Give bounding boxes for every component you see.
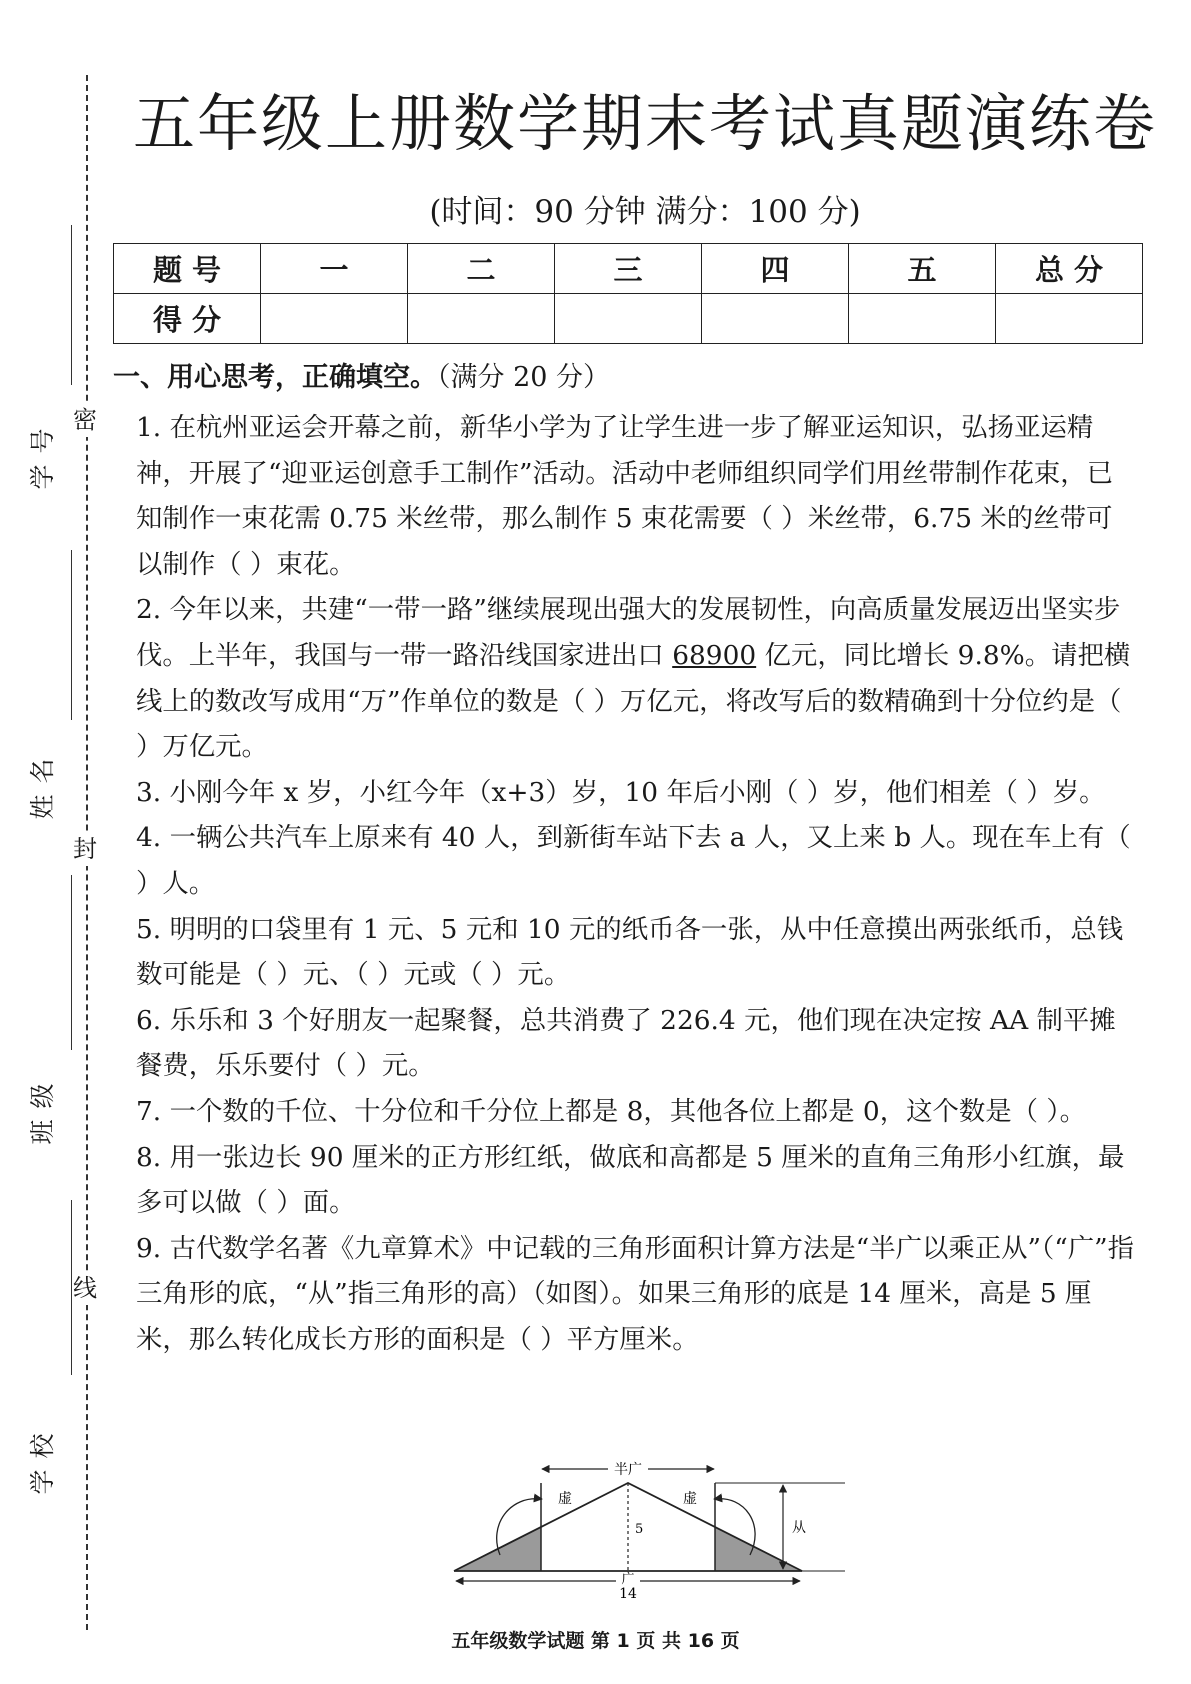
question-2-text-b: 亿元，同比增长 9.8%。请把横线上的数改写成用“万”作单位的数是（ ）万亿元，将改写后的数精确到十分位约是（ ）万亿元。 [136,639,1131,763]
seal-char-mi: 密 [73,403,97,437]
score-header-cell: 一 [261,244,408,294]
exam-title: 五年级上册数学期末考试真题演练卷 [132,87,1157,160]
exam-subtitle: (时间：90 分钟 满分：100 分) [429,194,861,230]
section-score-note: （满分 20 分） [437,362,611,393]
height-value-label: 5 [635,1522,644,1537]
score-table [113,243,1143,344]
score-header-cell: 四 [702,244,849,294]
right-virtual-label: 虚 [683,1491,697,1507]
section-heading [113,360,610,396]
half-base-label: 半广 [614,1462,642,1478]
triangle-area-figure [450,1455,860,1600]
field-label-char: 班 [28,1119,57,1145]
field-line [71,550,72,720]
field-label-school [28,1425,58,1503]
score-row-label: 得 分 [114,294,261,344]
seal-char-xian: 线 [73,1271,97,1305]
question-1: 1. 在杭州亚运会开幕之前，新华小学为了让学生进一步了解亚运知识，弘扬亚运精神，开展了“迎亚运创意手工制作”活动。活动中老师组织同学们用丝带制作花束，已知制作一束花需 0.75 米丝带，那么制作 5 束花需要（ ）米丝带，6.75 米的丝带可以制作（ ）束花。 [136,412,1114,580]
field-label-char: 姓 [28,794,57,820]
score-header-cell: 五 [849,244,996,294]
score-header-cell: 三 [555,244,702,294]
seal-char-feng: 封 [73,832,97,866]
score-cell[interactable] [849,294,996,344]
field-label-name [28,750,58,828]
score-cell[interactable] [702,294,849,344]
height-side-label: 从 [792,1520,806,1536]
underlined-number: 68900 [672,639,757,671]
field-label-char: 学 [28,464,57,490]
field-label-char: 号 [28,428,57,454]
score-cell[interactable] [996,294,1143,344]
question-5: 5. 明明的口袋里有 1 元、5 元和 10 元的纸币各一张，从中任意摸出两张纸币，总钱数可能是（ ）元、（ ）元或（ ）元。 [136,913,1124,991]
base-value-label: 14 [619,1586,637,1600]
question-8: 8. 用一张边长 90 厘米的正方形红纸，做底和高都是 5 厘米的直角三角形小红旗，最多可以做（ ）面。 [136,1141,1125,1219]
score-table-score-row [114,294,1143,344]
score-cell[interactable] [555,294,702,344]
score-header-cell: 题 号 [114,244,261,294]
score-table-header-row [114,244,1143,294]
field-label-class [28,1075,58,1153]
question-2 [136,587,1136,769]
field-label-char: 学 [28,1469,57,1495]
left-virtual-label: 虚 [558,1491,572,1507]
question-6: 6. 乐乐和 3 个好朋友一起聚餐，总共消费了 226.4 元，他们现在决定按 AA 制平摊餐费，乐乐要付（ ）元。 [136,1004,1116,1082]
field-line [71,225,72,385]
question-list [136,405,1136,1362]
question-9: 9. 古代数学名著《九章算术》中记载的三角形面积计算方法是“半广以乘正从”（“广”指三角形的底，“从”指三角形的高）（如图）。如果三角形的底是 14 厘米，高是 5 厘米，那么转化成长方形的面积是（ ）平方厘米。 [136,1232,1135,1355]
field-label-student-number [28,420,58,498]
score-header-cell: 总 分 [996,244,1143,294]
question-7: 7. 一个数的千位、十分位和千分位上都是 8，其他各位上都是 0，这个数是（ ）。 [136,1095,1087,1127]
question-4: 4. 一辆公共汽车上原来有 40 人，到新街车站下去 a 人，又上来 b 人。现在车上有（ ）人。 [136,822,1131,899]
field-line [71,875,72,1050]
field-label-char: 级 [28,1083,57,1109]
score-header-cell: 二 [408,244,555,294]
page-footer: 五年级数学试题 第 1 页 共 16 页 [451,1630,740,1652]
question-2-text-a: 2. 今年以来，共建“一带一路”继续展现出强大的发展韧性，向高质量发展迈出坚实步伐。上半年，我国与一带一路沿线国家进出口 [136,594,1121,671]
field-line [71,1200,72,1375]
section-heading-text: 一、用心思考，正确填空。 [113,362,437,393]
score-cell[interactable] [261,294,408,344]
field-label-char: 名 [28,758,57,784]
field-label-char: 校 [28,1433,57,1459]
base-label: 广 [621,1572,635,1587]
question-3: 3. 小刚今年 x 岁，小红今年（x+3）岁，10 年后小刚（ ）岁，他们相差（ ）岁。 [136,776,1106,808]
score-cell[interactable] [408,294,555,344]
